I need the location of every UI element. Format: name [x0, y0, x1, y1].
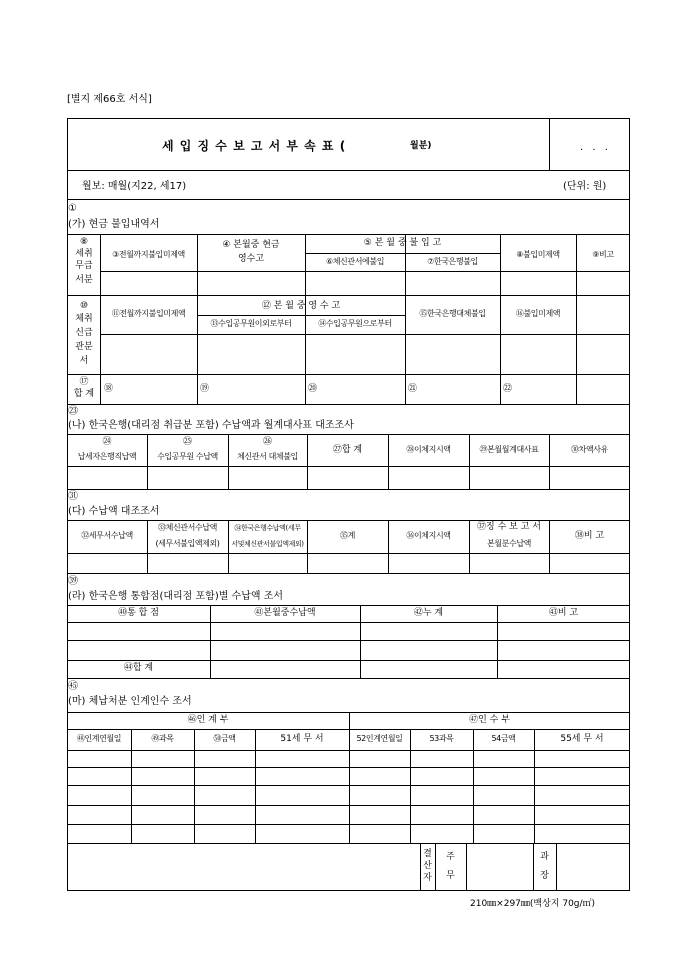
divider: [100, 234, 101, 404]
divider: [435, 843, 436, 891]
divider: [67, 660, 630, 661]
col-header: ㊾과목: [151, 734, 174, 743]
total-label: 합 계: [73, 389, 95, 399]
total-cell: ㉒: [503, 384, 513, 394]
divider: [67, 374, 630, 375]
col-header: ㉙본월월계대사표: [479, 445, 539, 454]
divider: [194, 729, 195, 843]
col-header: ⑬수입공무원이외로부터: [210, 319, 292, 328]
section-number: ㉛: [68, 491, 78, 502]
divider: [67, 520, 630, 521]
divider: [67, 553, 630, 554]
col-header: 53과목: [429, 734, 454, 743]
col-header: 51세 무 서: [280, 734, 324, 744]
col-header: ㉟계: [340, 531, 355, 540]
row-label-line: 서: [79, 356, 89, 366]
divider: [67, 843, 630, 844]
col-header: ㉞한국은행수납액(세무: [234, 524, 301, 532]
total-label: ㊹합 계: [123, 663, 154, 673]
divider: [307, 520, 308, 573]
col-header: ㊱이체지시액: [406, 531, 451, 540]
approval-label: 산: [423, 861, 432, 871]
divider: [549, 434, 550, 489]
divider: [67, 622, 630, 623]
divider: [67, 434, 630, 435]
section-number: ㊺: [68, 681, 78, 692]
col-header: 영수고: [237, 254, 265, 264]
divider: [67, 767, 630, 768]
section-title: (다) 수납액 대조조서: [68, 506, 160, 517]
col-header: ㊸비 고: [548, 608, 579, 618]
divider: [67, 678, 630, 679]
row-label-line: 체취: [75, 314, 93, 324]
col-header: ㊳비 고: [574, 531, 605, 541]
divider: [197, 315, 405, 316]
divider: [67, 489, 630, 490]
divider: [67, 466, 630, 467]
divider: [469, 434, 470, 489]
divider: [67, 573, 630, 574]
form-reference: [별지 제66호 서식]: [67, 94, 152, 105]
col-header: ㊿금액: [213, 734, 236, 743]
col-header: ⑧불입미제액: [516, 250, 560, 259]
approval-label: 자: [423, 873, 432, 883]
col-header: ㊶본월중수납액: [254, 608, 316, 618]
row-label-line: 관분: [75, 342, 93, 352]
col-header: ㊲징 수 보 고 서: [477, 522, 541, 532]
divider: [131, 729, 132, 843]
divider: [533, 843, 534, 891]
col-header: ④ 본월중 현금: [222, 240, 280, 250]
col-header: ㉘이체지시액: [406, 445, 451, 454]
row-label-line: ⑧: [79, 237, 89, 247]
col-header: 납세자은행직납액: [77, 452, 137, 461]
col-header: ⑨비고: [592, 250, 614, 259]
section-number: ①: [68, 203, 77, 214]
col-header: ③전월까지불입미제액: [112, 250, 185, 259]
col-header: ㊵통 합 점: [118, 608, 159, 618]
col-header: 수입공무원 수납액: [157, 452, 218, 461]
section-number: ㊴: [68, 576, 78, 587]
col-header: ⑦한국은행불입: [427, 257, 478, 266]
divider: [500, 234, 501, 404]
total-cell: ㉑: [408, 384, 418, 394]
col-header: ⑫ 본 월 중 영 수 고: [261, 301, 341, 311]
col-header: ㉝체신관서수납액: [158, 523, 217, 532]
divider: [67, 295, 630, 296]
row-label-line: 무급: [75, 261, 93, 271]
divider: [549, 520, 550, 573]
divider: [388, 434, 389, 489]
col-header: ⑮한국은행대체불입: [419, 309, 486, 318]
title-month: 월분): [410, 141, 432, 151]
total-cell: ⑱: [104, 384, 114, 394]
col-header: ㉜세무서수납액: [81, 531, 133, 540]
unit-label: (단위: 원): [563, 181, 607, 192]
divider: [67, 234, 630, 235]
divider: [67, 199, 630, 200]
row-label-line: ⑩: [79, 301, 89, 311]
row-label-line: 세취: [75, 249, 93, 259]
takeover-header: ㊼인 수 부: [469, 715, 510, 725]
col-header: 52인계연월일: [356, 734, 403, 743]
divider: [305, 253, 500, 254]
divider: [473, 729, 474, 843]
section-title: (가) 현금 불입내역서: [68, 219, 160, 230]
divider: [67, 805, 630, 806]
col-number: ㉔: [102, 437, 112, 447]
divider: [255, 729, 256, 843]
divider: [576, 234, 577, 404]
col-header: ⑯불입미제액: [515, 309, 561, 318]
divider: [556, 843, 557, 891]
approval-staff: 주: [446, 852, 455, 862]
col-header: 서및체신관서불입액제외): [231, 540, 304, 548]
paper-spec: 210㎜×297㎜(백상지 70g/㎡): [470, 899, 596, 909]
divider: [67, 404, 630, 405]
divider: [410, 729, 411, 843]
divider: [67, 170, 630, 171]
col-header: ㉗합 계: [332, 445, 363, 455]
col-header: 체신관서 대체불입: [237, 452, 298, 461]
report-period: 월보: 매월(지22, 세17): [82, 181, 187, 192]
divider: [67, 605, 630, 606]
divider: [100, 271, 630, 272]
col-header: 55세 무 서: [560, 734, 604, 744]
divider: [67, 785, 630, 786]
total-cell: ⑳: [308, 384, 318, 394]
col-header: ⑭수입공무원으로부터: [318, 319, 392, 328]
section-title: (라) 한국은행 통합점(대리점 포함)별 수납액 조서: [68, 591, 284, 602]
row-label-line: 신급: [75, 328, 93, 338]
divider: [534, 729, 535, 843]
divider: [67, 750, 630, 751]
col-header: ⑤ 본 월 중 불 입 고: [363, 238, 442, 248]
divider: [466, 843, 467, 891]
section-title: (나) 한국은행(대리점 취급분 포함) 수납액과 월계대사표 대조조사: [68, 420, 354, 431]
section-number: ㉓: [68, 406, 78, 417]
total-cell: ⑲: [200, 384, 210, 394]
divider: [67, 824, 630, 825]
divider: [67, 640, 630, 641]
col-header: ⑪전월까지불입미제액: [111, 309, 186, 318]
col-header: ⑥체신관서에불입: [325, 257, 385, 266]
col-header: ㊽인계연월일: [76, 734, 122, 743]
col-header: 54금액: [491, 734, 516, 743]
approval-staff: 무: [446, 871, 455, 881]
divider: [549, 118, 550, 170]
date-field: . . .: [580, 142, 611, 153]
col-number: ㉕: [182, 437, 192, 447]
page-title: 세 입 징 수 보 고 서 부 속 표 (: [162, 139, 347, 153]
col-header: ㉚차액사유: [571, 445, 608, 454]
approval-chief: 과: [540, 852, 549, 862]
col-number: ㉖: [262, 437, 272, 447]
col-header: 본월분수납액: [487, 539, 531, 548]
col-header: (세무서불입액제외): [155, 539, 220, 548]
section-title: (마) 체납처분 인계인수 조서: [68, 696, 192, 707]
row-label-line: 서분: [75, 275, 93, 285]
divider: [100, 334, 630, 335]
approval-label: 결: [423, 849, 432, 859]
approval-chief: 장: [540, 871, 549, 881]
divider: [388, 520, 389, 573]
handover-header: ㊻인 계 부: [187, 715, 229, 725]
col-header: ㊷누 계: [413, 608, 444, 618]
divider: [307, 434, 308, 489]
total-label: ⑰: [79, 377, 89, 387]
